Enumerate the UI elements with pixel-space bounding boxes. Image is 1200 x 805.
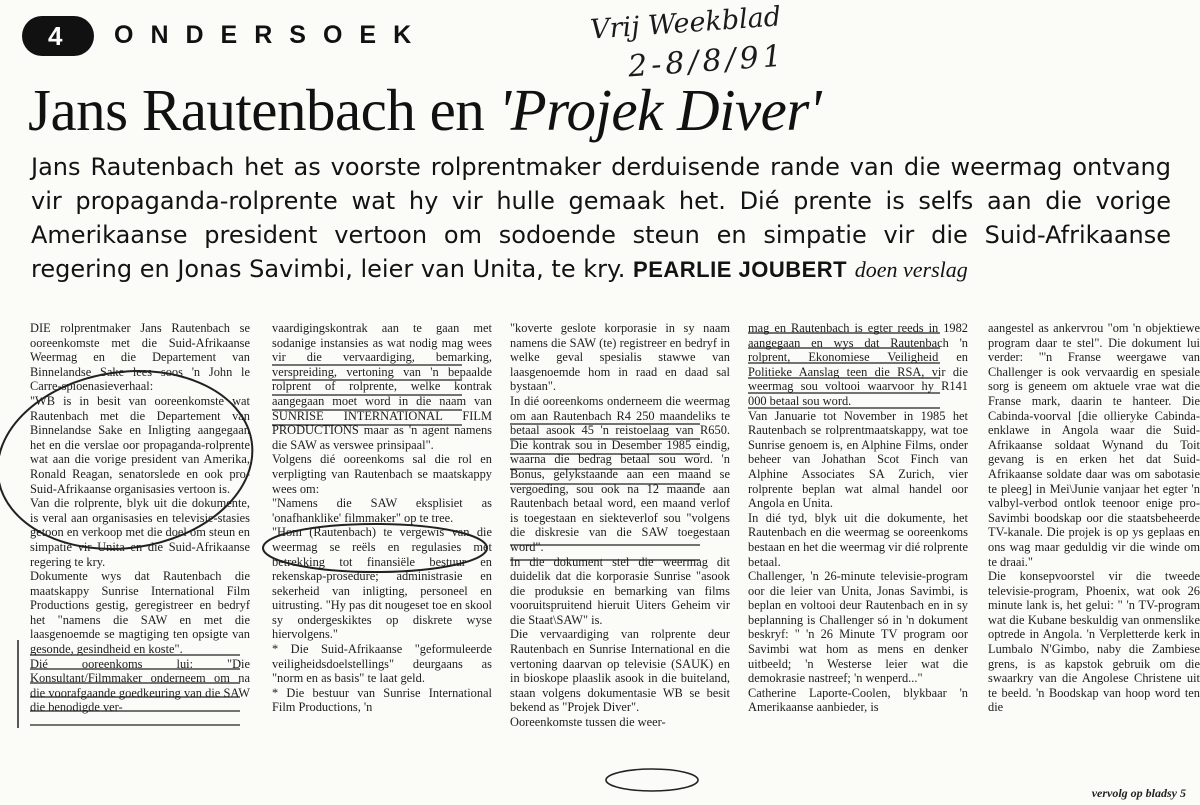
article-body — [30, 321, 1200, 801]
article-column-1 — [30, 321, 250, 801]
column-paragraph: In die dokument stel die weermag dit duidelik dat die korporasie Sunrise "asook die produksie en bemarking van films vooruitspruitend hieruit Uiters Geheim vir die Staat\SAW" is. — [510, 554, 730, 627]
lead-paragraph — [31, 150, 1171, 287]
column-paragraph: Die konsepvoorstel vir die tweede televisie-program, Phoenix, wat ook 26 minute lank is, het gelui: " 'n TV-program wat die Kubane beskuldig van onmenslike optrede in Angola. 'n Verpletterde kerk in Lumbalo N'Gimbo, naby die Zambiese grens, is as kapstok gebruik om die swaarkry van die Angolese Christene uit te beeld. 'n Boodskap van hoop word ten die — [988, 569, 1200, 715]
page-header — [22, 8, 662, 58]
column-paragraph: mag en Rautenbach is egter reeds in 1982 aangegaan en wys dat Rautenbach 'n rolprent, Ekonomiese Veiligheid en Politieke Aanslag teen die RSA, vir die weermag sou voltooi waarvoor hy R141 000 betaal sou word. — [748, 321, 968, 408]
column-paragraph: aangestel as ankervrou "om 'n objektiewe program daar te stel". Die dokument lui verder: "'n Franse weergawe van Challenger is ook vervaardig en spesiale sorg is geneem om aktuele vrae wat die Franse mark, daarin te hanteer. Die Cabinda-voorval [die ollieryke Cabinda-enklawe in Angola waar die Suid-Afrikaanse soldaat Wynand du Toit gevang is en erken het dat Suid-Afrikaanse soldate daar was om sabotasie te pleeg] in Mei\Junie vanjaar het egter 'n valbyl-verbod ontlok teenoor enige pro-Savimbi boodskap oor die staatsbeheerde TV-kanale. Die projek is op ys geplaas en ons wag maar geduldig vir die winde om te draai." — [988, 321, 1200, 569]
column-paragraph: "WB is in besit van ooreenkomste wat Rautenbach met die Departement van Binnelandse Sake en Inligting aangegaan het en die verslae oor propaganda-rolprente wat aan die vorige president van Amerika, Ronald Reagan, senatorslede en ook pro-Suid-Afrikaanse organisasies vertoon is. — [30, 393, 250, 496]
column-paragraph: * Die bestuur van Sunrise International Film Productions, 'n — [272, 685, 492, 715]
column-paragraph: vaardigingskontrak aan te gaan met sodanige instansies as wat nodig mag wees vir die vervaardiging, bemarking, verspreiding, vertoning van 'n bepaalde rolprent of rolprente, welke kontrak aangegaan moet word in die naam van SUNRISE INTERNATIONAL FILM PRODUCTIONS maar as 'n agent namens die SAW as verswee prinsipaal". — [272, 321, 492, 452]
headline-main: Jans Rautenbach en — [28, 77, 499, 143]
handwritten-annotation — [586, 2, 816, 84]
column-paragraph: Dokumente wys dat Rautenbach die maatskappy Sunrise International Film Productions gestig, geregistreer en bedryf het "namens die SAW en met die laasgenoemde se magtiging ten opsigte van gesonde, gesindheid en koste". — [30, 569, 250, 657]
article-column-3 — [510, 321, 730, 801]
section-title: ONDERSOEK — [114, 21, 429, 49]
lead-text: Jans Rautenbach het as voorste rolprentmaker derduisende rande van die weermag ontvang vir propaganda-rolprente wat hy vir hulle gemaak het. Dié prente is selfs aan die vorige Amerikaanse president vertoon om sodoende steun en simpatie vir die Suid-Afrikaanse regering en Jonas Savimbi, leier van Unita, te kry. — [31, 153, 1171, 283]
column-paragraph: * Die Suid-Afrikaanse "geformuleerde veiligheidsdoelstellings" deurgaans as "norm en as basis" te laat geld. — [272, 642, 492, 686]
page-number-badge: 4 — [22, 16, 94, 56]
column-paragraph: Catherine Laporte-Coolen, blykbaar 'n Amerikaanse aanbieder, is — [748, 685, 968, 715]
headline — [28, 76, 821, 145]
article-column-4 — [748, 321, 968, 801]
continued-note: vervolg op bladsy 5 — [1091, 786, 1186, 800]
column-paragraph: Dié ooreenkoms lui: "Die Konsultant/Filmmaker onderneem om na die voorafgaande goedkeuring van die SAW die benodigde ver- — [30, 656, 250, 715]
handwritten-publication: Vrij Weekblad — [589, 1, 783, 46]
handwritten-date: 2-8/8/91 — [626, 38, 787, 85]
column-paragraph: "Namens die SAW eksplisiet as 'onafhanklike' filmmaker" op te tree. — [272, 496, 492, 525]
column-paragraph: DIE rolprentmaker Jans Rautenbach se ooreenkomste met die Suid-Afrikaanse Weermag en die Departement van Binnelandse Sake lees soos 'n John le Carre-spioenasieverhaal: — [30, 321, 250, 394]
article-column-5 — [988, 321, 1200, 801]
column-paragraph: "Hom (Rautenbach) te vergewis van die weermag se reëls en regulasies met betrekking tot finansiële bestuur en rekenskap-prosedure; administrasie en sekerheid van inligting, personeel en uitrusting. "Hy pas dit nougeset toe en skool sy ondergeskiktes op diskrete wyse hiervolgens." — [272, 525, 492, 642]
article-column-2 — [272, 321, 492, 801]
headline-italic: 'Projek Diver' — [498, 77, 821, 143]
byline-suffix: doen verslag — [854, 257, 968, 282]
column-paragraph: Die vervaardiging van rolprente deur Rautenbach en Sunrise International en die vertoning daarvan op televisie (SAUK) en in bioskope plaaslik asook in die buiteland, staan volgens dokumentasie WB se besit bekend as "Projek Diver". — [510, 627, 730, 715]
column-paragraph: Ooreenkomste tussen die weer- — [510, 715, 666, 730]
column-paragraph: In dié ooreenkoms onderneem die weermag om aan Rautenbach R4 250 maandeliks te betaal asook 45 'n reistoelaag van R650. Die kontrak sou in Desember 1985 eindig, waarna die bedrag betaal sou word. 'n Bonus, gelykstaande aan een maand se vergoeding, sou ook na 12 maande aan Rautenbach betaal word, een maand verlof is toegestaan en siekteverlof sou "volgens die diskresie van die SAW toegestaan word". — [510, 393, 730, 554]
column-paragraph: Van die rolprente, blyk uit die dokumente, is veral aan organisasies en televisie-stasies getoon en verkoop met die doel om steun en simpatie vir Unita en die Suid-Afrikaanse regering te kry. — [30, 496, 250, 569]
column-paragraph: Challenger, 'n 26-minute televisie-program oor die leier van Unita, Jonas Savimbi, is beplan en voltooi deur Rautenbach en in sy beplanning is Challenger só in 'n dokument beskryf: " 'n 26 Minute TV program oor Savimbi wat hom as mens en denker uitbeeld; 'n Westerse leier wat die demokrasie nastreef; 'n wenperd..." — [748, 569, 968, 686]
column-paragraph: In dié tyd, blyk uit die dokumente, het Rautenbach en die weermag se ooreenkoms bestaan en het die weermag vir dié rolprente betaal. — [748, 510, 968, 569]
column-paragraph: Volgens dié ooreenkoms sal die rol en verpligting van Rautenbach se maatskappy wees om: — [272, 452, 492, 496]
byline-author: PEARLIE JOUBERT — [633, 257, 848, 282]
column-paragraph: Van Januarie tot November in 1985 het Rautenbach se rolprentmaatskappy, wat toe Sunrise genoem is, en Alphine Films, onder beheer van Johathan Scot Finch van Alphine Associates SA Zurich, vier rolprente beplan wat almal handel oor Angola en Unita. — [748, 408, 968, 511]
column-paragraph: "koverte geslote korporasie in sy naam namens die SAW (te) registreer en bedryf in welke geval spesialis stawwe van laasgenoemde hom in raad en daad sal bystaan". — [510, 321, 730, 394]
